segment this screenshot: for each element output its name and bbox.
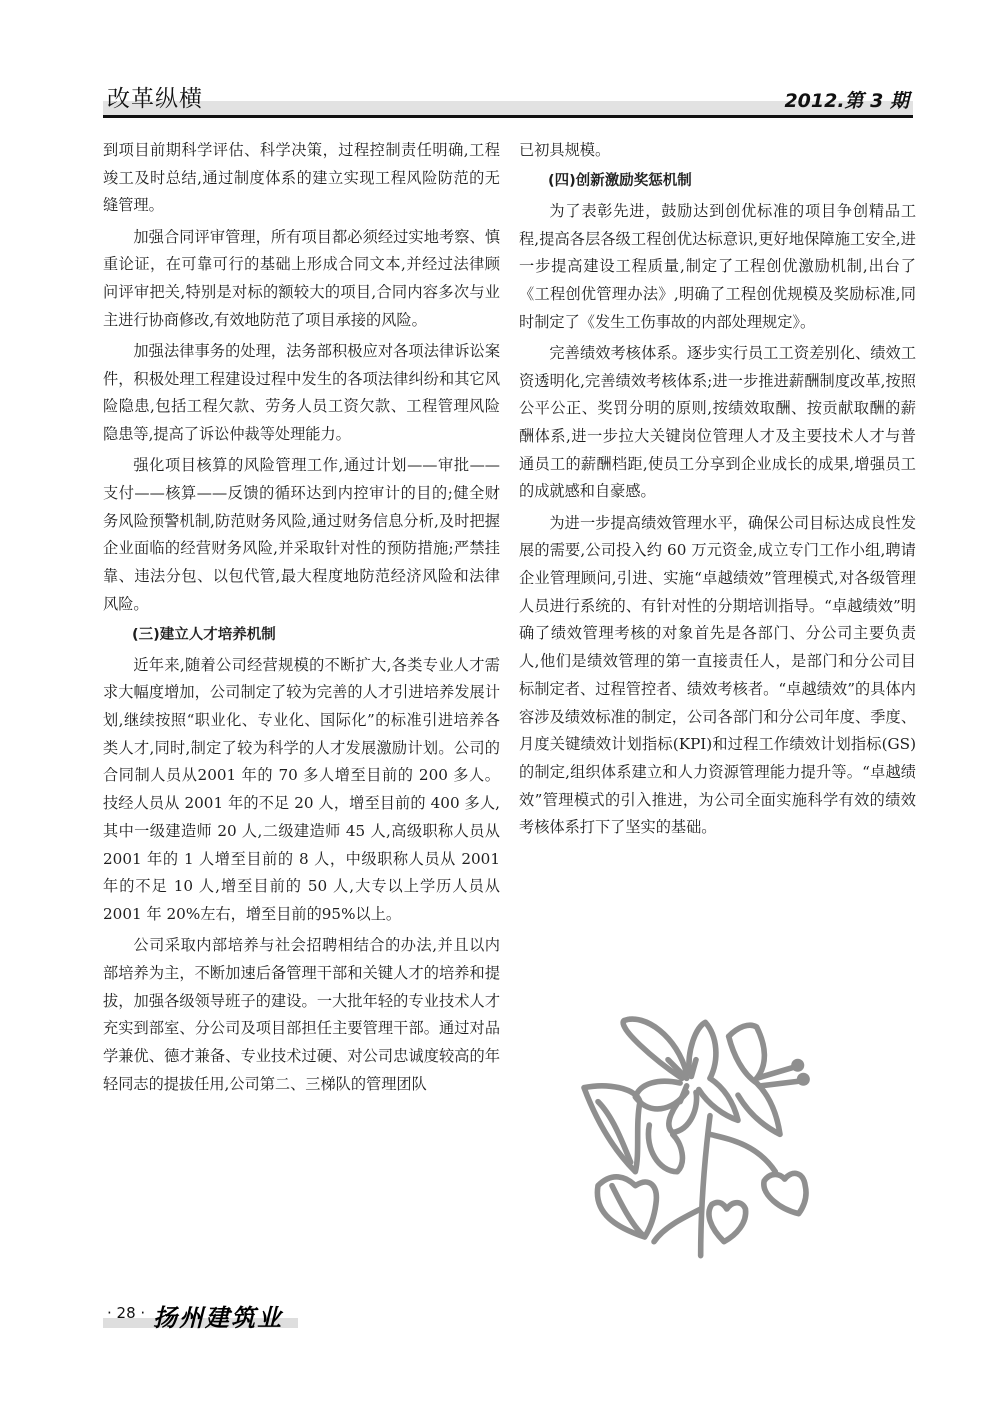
page-footer — [103, 1298, 313, 1330]
section-heading: (三)建立人才培养机制 — [132, 626, 276, 643]
paragraph: 为了表彰先进，鼓励达到创优标准的项目争创精品工程,提高各层各级工程创优达标意识,更好地保障施工安全,进一步提高建设工程质量,制定了工程创优激励机制,出台了《工程创优管理办法》,明确了工程创优规模及奖励标准,同时制定了《发生工伤事故的内部处理规定》。 — [519, 201, 916, 331]
paragraph: 强化项目核算的风险管理工作,通过计划——审批——支付——核算——反馈的循环达到内控审计的目的;健全财务风险预警机制,防范财务风险,通过财务信息分析,及时把握企业面临的经营财务风险,并采取针对性的预防措施;严禁挂靠、违法分包、以包代管,最大程度地防范经济风险和法律风险。 — [103, 456, 500, 613]
paragraph: 近年来,随着公司经营规模的不断扩大,各类专业人才需求大幅度增加，公司制定了较为完善的人才引进培养发展计划,继续按照“职业化、专业化、国际化”的标准引进培养各类人才,同时,制定了较为科学的人才发展激励计划。公司的合同制人员从2001 年的 70 多人增至目前的 200 多人。技经人员从 2001 年的不足 20 人，增至目前的 400 多人,其中一级建造师 20 人,二级建造师 45 人,高级职称人员从 2001 年的 1 人增至目前的 8 人，中级职称人员从 2001 年的不足 10 人,增至目前的 50 人,大专以上学历人员从 2001 年 20%左右，增至目前的95%以上。 — [103, 655, 500, 923]
paragraph: 为进一步提高绩效管理水平，确保公司目标达成良性发展的需要,公司投入约 60 万元资金,成立专门工作小组,聘请企业管理顾问,引进、实施“卓越绩效”管理模式,对各级管理人员进行系统的、有针对性的分期培训指导。“卓越绩效”明确了绩效管理考核的对象首先是各部门、分公司主要负责人,他们是绩效管理的第一直接责任人，是部门和分公司目标制定者、过程管控者、绩效考核者。“卓越绩效”的具体内容涉及绩效标准的制定，公司各部门和分公司年度、季度、月度关键绩效计划指标(KPI)和过程工作绩效计划指标(GS)的制定,组织体系建立和人力资源管理能力提升等。“卓越绩效”管理模式的引入推进，为公司全面实施科学有效的绩效考核体系打下了坚实的基础。 — [519, 513, 916, 837]
lily-flower-illustration — [565, 985, 855, 1265]
right-column — [519, 137, 916, 846]
magazine-name-logo: 扬州建筑业 — [153, 1303, 283, 1332]
paragraph: 到项目前期科学评估、科学决策，过程控制责任明确,工程竣工及时总结,通过制度体系的建立实现工程风险防范的无缝管理。 — [103, 141, 500, 215]
section-title: 改革纵横 — [107, 86, 203, 112]
left-column — [103, 137, 500, 1102]
paragraph: 加强法律事务的处理，法务部积极应对各项法律诉讼案件，积极处理工程建设过程中发生的各项法律纠纷和其它风险隐患,包括工程欠款、劳务人员工资欠款、工程管理风险隐患等,提高了诉讼仲裁等处理能力。 — [103, 341, 500, 444]
section-heading: (四)创新激励奖惩机制 — [548, 173, 692, 190]
flower-icon — [565, 985, 855, 1265]
page-header — [103, 84, 913, 118]
page-number: · 28 · — [107, 1304, 146, 1322]
paragraph: 公司采取内部培养与社会招聘相结合的办法,并且以内部培养为主，不断加速后备管理干部和关键人才的培养和提拔，加强各级领导班子的建设。一大批年轻的专业技术人才充实到部室、分公司及项目部担任主要管理干部。通过对品学兼优、德才兼备、专业技术过硬、对公司忠诚度较高的年轻同志的提拔任用,公司第二、三梯队的管理团队 — [103, 936, 500, 1093]
header-rule — [103, 115, 913, 118]
paragraph: 已初具规模。 — [519, 141, 611, 159]
paragraph: 完善绩效考核体系。逐步实行员工工资差别化、绩效工资透明化,完善绩效考核体系;进一步推进薪酬制度改革,按照公平公正、奖罚分明的原则,按绩效取酬、按贡献取酬的薪酬体系,进一步拉大关键岗位管理人才及主要技术人才与普通员工的薪酬档距,使员工分享到企业成长的成果,增强员工的成就感和自豪感。 — [519, 343, 916, 501]
paragraph: 加强合同评审管理，所有项目都必须经过实地考察、慎重论证，在可靠可行的基础上形成合同文本,并经过法律顾问评审把关,特别是对标的额较大的项目,合同内容多次与业主进行协商修改,有效地防范了项目承接的风险。 — [103, 227, 500, 329]
issue-label: 2012.第 3 期 — [784, 90, 909, 112]
